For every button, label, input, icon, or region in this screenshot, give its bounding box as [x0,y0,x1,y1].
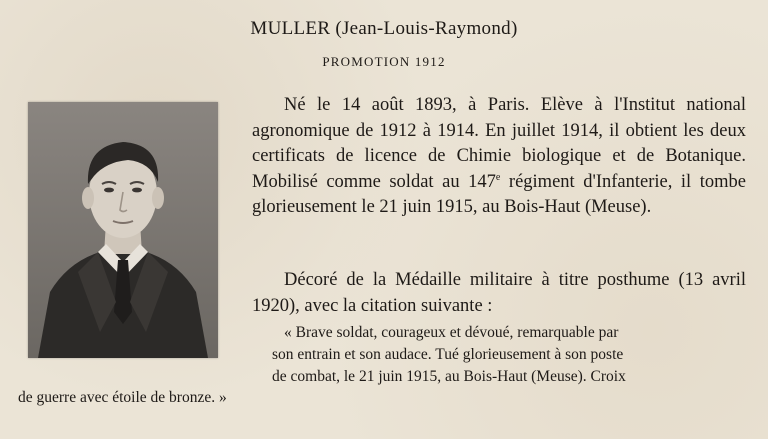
bio-text-part2: régiment d'Infanterie, il tombe glorieusement le 21 juin 1915, au Bois-Haut (Meuse). [252,171,746,218]
citation-line: de combat, le 21 juin 1915, au Bois-Haut (Meuse). Croix [272,367,626,385]
bio-text-part1: Né le 14 août 1893, à Paris. Elève à l'Institut national agronomique de 1912 à 1914. En juillet 1914, il obtient les deux certificats de licence de Chimie biologique et de Botanique. Mobilisé comme soldat au 147 [252,95,746,192]
portrait-illustration [28,102,218,358]
decoration-paragraph: Décoré de la Médaille militaire à titre posthume (13 avril 1920), avec la citation suivante : [252,270,746,316]
ordinal-superscript: e [495,171,501,183]
promotion-subtitle: PROMOTION 1912 [322,54,446,69]
citation-quote [18,322,746,409]
page-title: MULLER (Jean-Louis-Raymond) [250,18,518,39]
portrait-photo [28,102,218,358]
citation-line: « Brave soldat, courageux et dévoué, remarquable par [284,324,619,341]
biography-paragraph [252,93,746,221]
citation-line: son entrain et son audace. Tué glorieusement à son poste [272,345,624,363]
citation-line: de guerre avec étoile de bronze. » [18,389,227,407]
